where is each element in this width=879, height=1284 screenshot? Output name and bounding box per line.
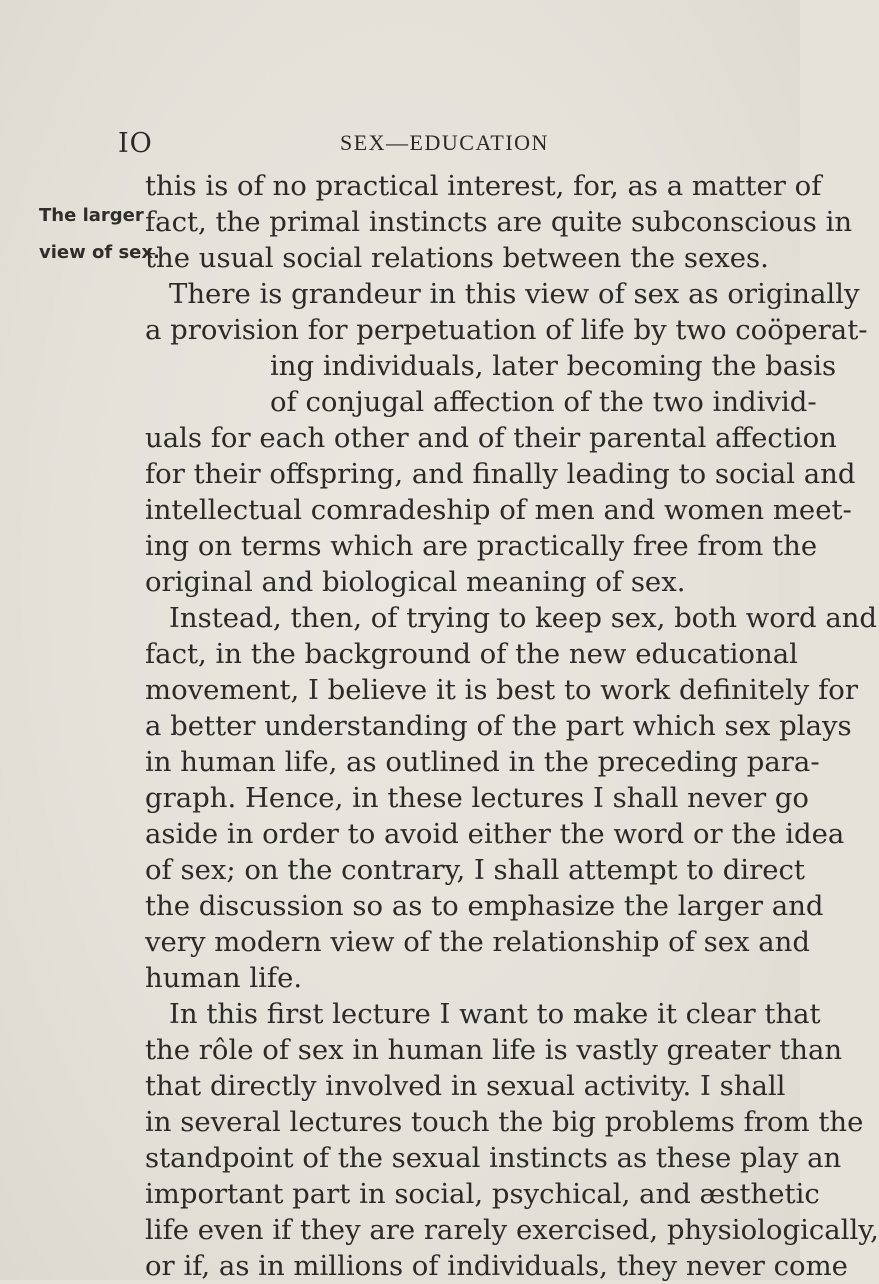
text-line: the rôle of sex in human life is vastly greater than [145, 1034, 843, 1066]
text-line: a provision for perpetuation of life by two coöperat- [145, 314, 868, 346]
text-line: intellectual comradeship of men and women meet- [145, 494, 852, 526]
text-line: very modern view of the relationship of sex and [145, 926, 810, 958]
text-line: a better understanding of the part which sex plays [145, 710, 852, 742]
text-line: of conjugal affection of the two individ- [270, 386, 817, 418]
text-line: the usual social relations between the sexes. [145, 242, 769, 274]
text-line: that directly involved in sexual activity. I shall [145, 1070, 786, 1102]
text-line: There is grandeur in this view of sex as originally [169, 278, 860, 310]
text-line: standpoint of the sexual instincts as these play an [145, 1142, 842, 1174]
text-line: this is of no practical interest, for, as a matter of [145, 170, 822, 202]
text-line: life even if they are rarely exercised, physiologically, [145, 1214, 879, 1246]
text-line: ing on terms which are practically free from the [145, 530, 818, 562]
text-line: or if, as in millions of individuals, they never come [145, 1250, 848, 1282]
text-line: important part in social, psychical, and æsthetic [145, 1178, 820, 1210]
text-line: graph. Hence, in these lectures I shall never go [145, 782, 809, 814]
text-line: uals for each other and of their parental affection [145, 422, 837, 454]
margin-note-line-1: The larger [39, 205, 144, 226]
text-line: fact, the primal instincts are quite subconscious in [145, 206, 853, 238]
page-number: IO [118, 128, 153, 159]
text-line: the discussion so as to emphasize the larger and [145, 890, 824, 922]
text-line: human life. [145, 962, 303, 994]
text-line: ing individuals, later becoming the basis [270, 350, 837, 382]
text-line: fact, in the background of the new educational [145, 638, 798, 670]
text-line: for their offspring, and finally leading to social and [145, 458, 856, 490]
text-line: in several lectures touch the big problems from the [145, 1106, 864, 1138]
text-line: In this first lecture I want to make it clear that [169, 998, 821, 1030]
text-line: in human life, as outlined in the preceding para- [145, 746, 820, 778]
text-line: original and biological meaning of sex. [145, 566, 686, 598]
text-line: of sex; on the contrary, I shall attempt to direct [145, 854, 805, 886]
running-head: SEX—EDUCATION [340, 130, 549, 155]
page-header [118, 128, 718, 158]
margin-note-line-2: view of sex. [39, 242, 160, 263]
text-line: aside in order to avoid either the word or the idea [145, 818, 845, 850]
text-line: Instead, then, of trying to keep sex, both word and [169, 602, 878, 634]
text-line: movement, I believe it is best to work definitely for [145, 674, 858, 706]
